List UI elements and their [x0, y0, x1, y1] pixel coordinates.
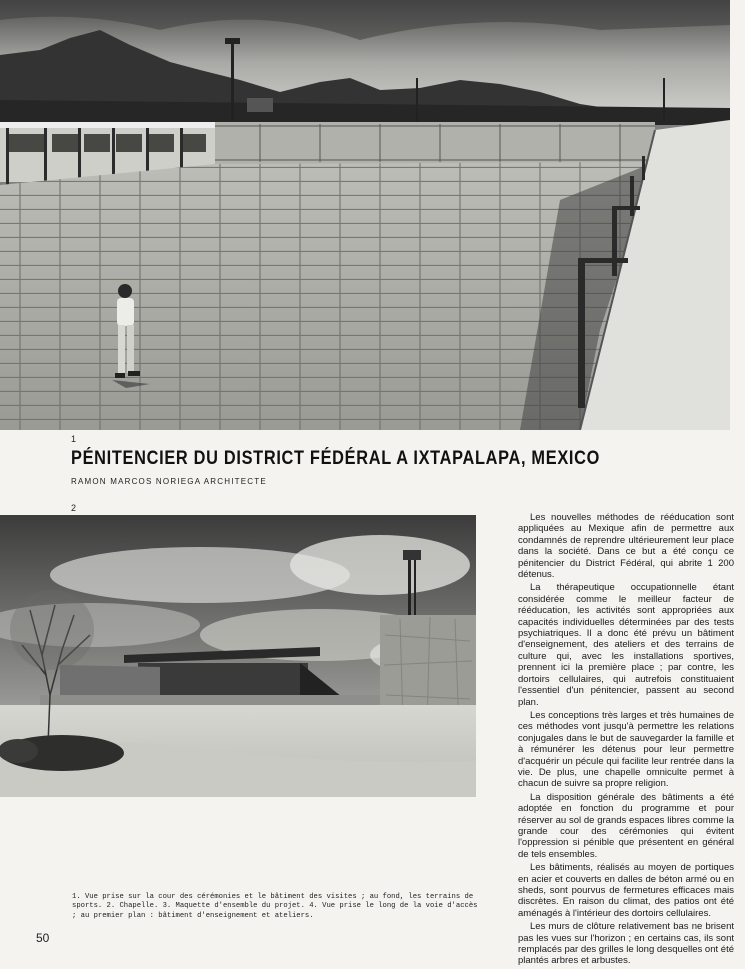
- article-body: [518, 512, 734, 969]
- body-paragraph: Les conceptions très larges et très humaines de ces méthodes vont jusqu'à permettre les relations conjugales dans le but de sauvegarder la famille et à rémunérer les détenus pour leur permettre d'acquérir un pécule qui facilite leur rentrée dans la vie. De plus, une chapelle omniculte permet à chacun de suivre sa propre religion.: [518, 709, 734, 790]
- architect-credit: RAMON MARCOS NORIEGA ARCHITECTE: [71, 477, 267, 486]
- body-paragraph: La disposition générale des bâtiments a été adoptée en fonction du programme et pour réserver au sol de grands espaces libres comme la grande cour des cérémonies qui évitent l'oppression si pénible que présentent en général de tels ensembles.: [518, 791, 734, 860]
- figure-2-number: 2: [71, 503, 77, 513]
- page-number: 50: [36, 931, 50, 945]
- photo-caption: 1. Vue prise sur la cour des cérémonies et le bâtiment des visites ; au fond, les terrains de sports. 2. Chapelle. 3. Maquette d'ensemble du projet. 4. Vue prise le long de la voie d'accès ; au premier plan : bâtiment d'enseignement et ateliers.: [72, 893, 478, 920]
- figure-1-number: 1: [71, 434, 77, 444]
- body-paragraph: La thérapeutique occupationnelle étant considérée comme le meilleur facteur de rééducation, les activités sont appropriées aux capacités individuelles déterminées par des tests psychiatriques. Il a donc été prévu un bâtiment d'enseignement, des ateliers et des terrains de culture qui, avec les installations sportives, prennent ici la première place ; par contre, les dortoirs cellulaires, qui autrefois constituaient l'essentiel d'un pénitencier, passent au second plan.: [518, 582, 734, 708]
- body-paragraph: Les murs de clôture relativement bas ne brisent pas les vues sur l'horizon ; en certains cas, ils sont remplacés par des grilles le long desquelles ont été plantés arbres et arbustes.: [518, 921, 734, 967]
- body-paragraph: Les nouvelles méthodes de rééducation sont appliquées au Mexique afin de permettre aux condamnés de reprendre ultérieurement leur place dans la société. Dans ce but a été conçu ce pénitencier du District Fédéral, qui abrite 1 200 détenus.: [518, 512, 734, 581]
- body-paragraph: Les bâtiments, réalisés au moyen de portiques en acier et couverts en dalles de béton armé ou en sheds, sont pourvus de fermetures efficaces mais discrètes. En raison du climat, des patios ont été aménagés à l'intérieur des dortoirs cellulaires.: [518, 862, 734, 919]
- courtyard-photo: [0, 0, 730, 430]
- chapel-photo: [0, 515, 476, 797]
- article-title: PÉNITENCIER DU DISTRICT FÉDÉRAL A IXTAPALAPA, MEXICO: [71, 448, 601, 469]
